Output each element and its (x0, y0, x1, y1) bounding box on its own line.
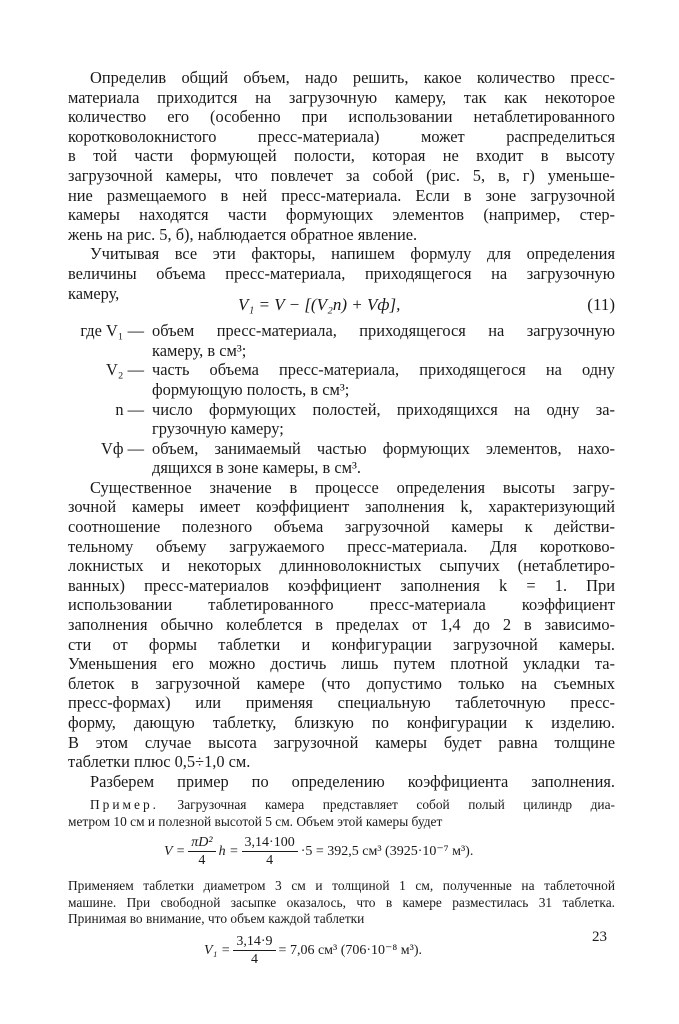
eq-numerator: πD² (188, 834, 215, 852)
eq-mid: h = (218, 843, 239, 859)
text-line: зочной камеры имеет коэффициент заполнения k, характеризующий (68, 497, 615, 517)
text-line: Разберем пример по определению коэффициента заполнения. (90, 771, 615, 791)
text-line: таблетки плюс 0,5÷1,0 см. (68, 752, 251, 772)
eq-rhs: = 7,06 см³ (706·10⁻⁸ м³). (278, 943, 423, 959)
small-paragraph (68, 878, 615, 927)
definition-text: дящихся в зоне камеры, в см³. (152, 458, 361, 478)
eq-lhs: V = (164, 843, 186, 859)
small-line: машине. При свободной засыпке оказалось, что в камере разместилась 31 таблетка. (68, 894, 615, 910)
text-line: Существенное значение в процессе определения высоты загру- (90, 477, 615, 497)
text-line: в той части формующей полости, которая не входит в высоту (68, 146, 615, 166)
text-line: заполнения обычно колеблется в пределах от 1,4 до 2 в зависимо- (68, 615, 615, 635)
definition-term: Vф — (101, 438, 144, 458)
eq-denominator: 4 (250, 952, 258, 968)
text-line: использовании таблетированного пресс-материала коэффициент (68, 595, 615, 615)
text-line: коротковолокнистого пресс-материала) может распределиться (68, 126, 615, 146)
definition-item (68, 400, 615, 439)
text-line: камеру, (68, 283, 120, 303)
example-text: Загрузочная камера представляет собой полый цилиндр диа- (177, 797, 615, 813)
eq-fraction (188, 834, 215, 869)
definition-text: грузочную камеру; (152, 419, 284, 439)
example-label: Пример. (90, 797, 159, 813)
example-block (68, 797, 615, 830)
definition-text: формующую полость, в см³; (152, 379, 350, 399)
small-line: Принимая во внимание, что объем каждой таблетки (68, 910, 365, 926)
text-line: тельному объему загружаемого пресс-материала. Для коротково- (68, 536, 615, 556)
text-line: ванных) пресс-материалов коэффициент заполнения k = 1. При (68, 575, 615, 595)
definitions-list (68, 321, 615, 478)
definition-item (68, 360, 615, 399)
small-line: Применяем таблетки диаметром 3 см и толщиной 1 см, полученные на таблеточной (68, 878, 615, 894)
paragraph-1 (68, 68, 615, 244)
eq-denominator: 4 (198, 853, 206, 869)
text-line: ние размещаемого в ней пресс-материала. Если в зоне загрузочной (68, 185, 615, 205)
example-line: метром 10 см и полезной высотой 5 см. Объем этой камеры будет (68, 813, 443, 829)
definition-term: V₂ — (105, 360, 144, 380)
equation-tablet-volume (68, 929, 615, 973)
text-line: форму, дающую таблетку, близкую по конфигурации к изделию. (68, 713, 615, 732)
text-line: количество его (особенно при использовании нетаблетированного (68, 107, 615, 127)
text-line: Определив общий объем, надо решить, какое количество пресс- (90, 68, 615, 87)
definition-text: объем, занимаемый частью формующих элементов, нахо- (152, 438, 615, 458)
definition-text: число формующих полостей, приходящихся на одну за- (152, 399, 615, 419)
text-line: величины объема пресс-материала, приходящегося на загрузочную (68, 263, 615, 283)
text-line: В этом случае высота загрузочной камеры будет равна толщине (68, 732, 615, 752)
example-line (68, 797, 615, 813)
eq-fraction (233, 933, 275, 968)
text-line: загрузочной камеры, что повлечет за собой (рис. 5, в, г) уменьше- (68, 165, 615, 185)
formula-number: (11) (587, 295, 615, 315)
text-line: соотношение полезного объема загрузочной камеры к действи- (68, 517, 615, 537)
paragraph-4 (68, 772, 615, 792)
formula-expression: V₁ = V − [(V₂n) + Vф], (238, 295, 401, 315)
text-line: сти от формы таблетки и конфигурации загрузочной камеры. (68, 634, 615, 654)
eq-rhs: ·5 = 392,5 см³ (3925·10⁻⁷ м³). (300, 844, 474, 860)
text-line: жень на рис. 5, б), наблюдается обратное явление. (68, 224, 418, 244)
definition-text: объем пресс-материала, приходящегося на загрузочную (152, 321, 615, 341)
text-line: Уменьшения его можно достичь лишь путем плотной укладки та- (68, 654, 615, 674)
eq-denominator: 4 (266, 853, 274, 869)
page-body (68, 68, 615, 973)
definition-term: где V₁ — (80, 321, 144, 341)
text-line: пресс-формах) или применяя специальную таблеточную пресс- (68, 693, 615, 713)
eq-numerator: 3,14·9 (233, 933, 275, 951)
definition-text: камеру, в см³; (152, 340, 247, 360)
text-line: локнистых и некоторых длинноволокнистых сыпучих (нетаблетиро- (68, 556, 615, 576)
text-line: камеры находятся части формующих элементов (например, стер- (68, 205, 615, 225)
text-line: блеток в загрузочной камере (что допустимо только на съемных (68, 673, 615, 693)
text-line: материала приходится на загрузочную камеру, так как некоторое (68, 87, 615, 107)
eq-lhs: V₁ = (204, 942, 231, 958)
eq-numerator: 3,14·100 (242, 834, 298, 852)
definition-text: часть объема пресс-материала, приходящегося на одну (152, 360, 615, 380)
definition-item (68, 439, 615, 478)
equation-volume (68, 830, 615, 874)
definition-item (68, 321, 615, 360)
text-line: Учитывая все эти факторы, напишем формулу для определения (90, 244, 615, 264)
page-number: 23 (592, 929, 607, 945)
eq-fraction (242, 834, 298, 869)
paragraph-3 (68, 478, 615, 772)
definition-term: n — (115, 399, 144, 419)
formula-11 (68, 291, 615, 321)
